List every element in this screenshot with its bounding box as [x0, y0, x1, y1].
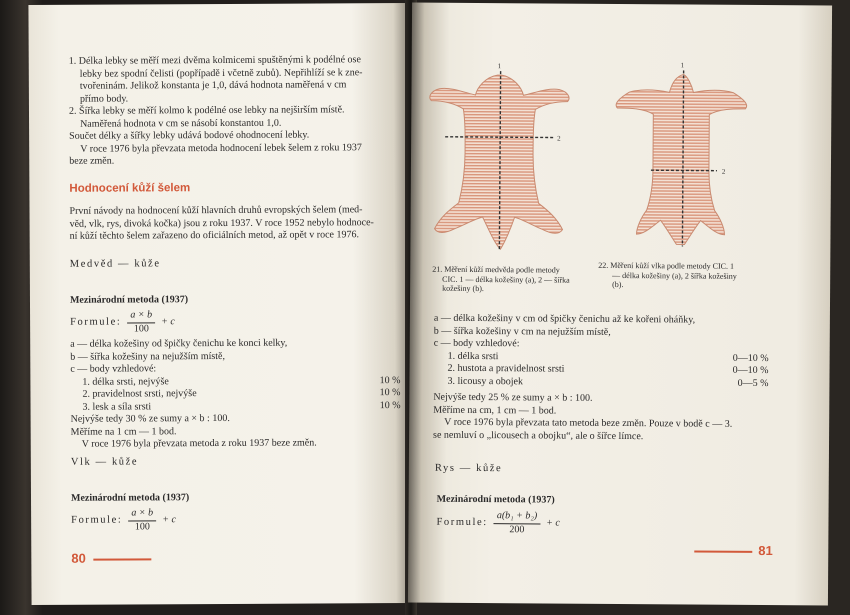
list-item: [71, 400, 401, 414]
text-line: V roce 1976 byla převzata metoda hodnocení lebek šelem z roku 1937: [80, 141, 362, 155]
caption-line: — délka kožešiny (a), 2 šířka kožešiny: [612, 270, 737, 281]
formula-denominator: 100: [134, 520, 150, 532]
formula-label: Formule:: [70, 316, 122, 328]
method-heading: Mezinárodní metoda (1937): [69, 294, 189, 306]
caption-line: CIC. 1 — délka kožešiny (a), 2 — šířka: [442, 274, 570, 285]
list-item: [433, 375, 768, 390]
caption-line: (b).: [612, 279, 624, 290]
text-line: První návody na hodnocení kůží hlavních druhů evropských šelem (med-: [69, 204, 363, 217]
item-label: 3. lesk a síla srsti: [82, 400, 152, 413]
intro-paragraph: [69, 204, 399, 243]
text-line: Měříme na cm, 1 cm — 1 bod.: [433, 404, 557, 417]
formula-label: Formule:: [436, 516, 488, 528]
text-line: 2. Šířka lebky se měří kolmo k podélné ose lebky na nejširším místě.: [68, 104, 345, 117]
text-line: Nejvýše tedy 25 % ze sumy a × b : 100.: [433, 391, 593, 404]
text-line: 1. Délka lebky se měří mezi dvěma kolmicemi spuštěnými k podélné ose: [68, 54, 361, 67]
lynx-formula: [436, 510, 560, 537]
page-number-rule: [93, 558, 151, 560]
formula-denominator: 100: [133, 322, 149, 334]
formula-plus: + c: [546, 517, 560, 529]
item-label: 2. pravidelnost srsti, nejvýše: [82, 388, 197, 400]
section-heading: Hodnocení kůží šelem: [69, 182, 191, 195]
wolf-skin-shape: [615, 74, 747, 245]
caption-line: 22. Měření kůží vlka podle metody CIC. 1: [598, 260, 735, 271]
text-line: c — body vzhledové:: [70, 363, 157, 375]
formula-numerator: a × b: [128, 507, 156, 521]
item-label: 2. hustota a pravidelnost srsti: [447, 362, 565, 375]
page-number: 80: [71, 550, 86, 566]
method-heading: Mezinárodní metoda (1937): [436, 493, 555, 506]
text-line: tvořeninám. Jelikož konstanta je 1,0, dává hodnota naměřená v cm: [79, 79, 347, 92]
bear-definitions: [70, 337, 401, 451]
formula-fraction: [128, 507, 156, 533]
formula-label: Formule:: [71, 514, 123, 526]
mark-1: 1: [497, 62, 502, 71]
wolf-skin-figure: [606, 58, 767, 259]
item-label: 1. délka srsti: [447, 350, 499, 362]
text-line: c — body vzhledové:: [433, 337, 520, 350]
text-line: ní kůží těchto šelem zařazeno do oficiálních metod, až opět v roce 1976.: [69, 229, 360, 242]
lynx-section-title: Rys — kůže: [434, 462, 503, 475]
text-line: Naměřená hodnota v cm se násobí konstantou 1,0.: [80, 117, 282, 130]
formula-denominator: 200: [509, 523, 525, 535]
text-line: beze změn.: [69, 155, 115, 167]
formula-fraction: [127, 309, 155, 335]
text-line: se nemluví o „licousech a obojku“, ale o šířce límce.: [433, 429, 644, 442]
wolf-section-title: Vlk — kůže: [70, 456, 139, 468]
bear-formula: [70, 309, 175, 336]
item-percent: 0—10 %: [732, 352, 769, 364]
text-line: b — šířka kožešiny v cm na nejužším místě,: [433, 325, 611, 338]
text-line: Součet délky a šířky lebky udává bodové ohodnocení lebky.: [69, 129, 310, 142]
formula-numerator: a × b: [127, 309, 155, 323]
mark-2: 2: [557, 134, 561, 143]
method-heading: Mezinárodní metoda (1937): [70, 492, 190, 504]
figure-21-caption: [432, 265, 592, 295]
text-line: věd, vlk, rys, divoká kočka) jsou z roku 1937. V roce 1952 nebylo hodnoce-: [69, 216, 374, 230]
bear-skin-figure: [424, 57, 575, 258]
page-number-rule: [694, 551, 752, 553]
bear-section-title: Medvěd — kůže: [69, 258, 161, 270]
item-label: 3. licousy a obojek: [447, 375, 524, 387]
right-page: [408, 3, 832, 606]
item-percent: 10 %: [379, 399, 401, 411]
text-line: Nejvýše tedy 30 % ze sumy a × b : 100.: [70, 412, 230, 425]
text-line: a — délka kožešiny v cm od špičky čenichu až ke kořeni oháňky,: [433, 312, 696, 326]
text-line: lebky bez spodní čelisti (popřípadě i včetně zubů). Nepřihlíží se k zne-: [79, 66, 363, 80]
formula-plus: + c: [161, 315, 175, 328]
page-number: 81: [758, 542, 773, 559]
text-line: V roce 1976 byla převzata tato metoda beze změn. Pouze v bodě c — 3.: [444, 416, 733, 430]
wolf-definitions: [433, 313, 769, 444]
item-percent: 0—5 %: [737, 377, 769, 389]
caption-line: 21. Měření kůží medvěda podle metody: [432, 264, 560, 275]
text-line: V roce 1976 byla převzata metoda z roku 1937 beze změn.: [81, 437, 317, 450]
text-line: Měříme na 1 cm — 1 bod.: [70, 425, 177, 438]
wolf-formula: [71, 507, 176, 534]
formula-fraction: [494, 510, 541, 536]
item-label: 1. délka srsti, nejvýše: [82, 375, 169, 388]
formula-numerator: a(b₁ + b₂): [494, 510, 540, 524]
caption-line: kožešiny (b).: [442, 283, 484, 294]
skull-measure-list: [69, 54, 400, 168]
figure-22-caption: [598, 261, 783, 291]
item-percent: 0—10 %: [732, 364, 769, 377]
mark-1: 1: [680, 61, 685, 70]
text-line: a — délka kožešiny od špičky čenichu ke konci kelky,: [70, 337, 288, 350]
text-line: přímo body.: [79, 92, 129, 105]
item-percent: 10 %: [379, 374, 401, 386]
text-line: b — šířka kožešiny na nejužším místě,: [70, 350, 226, 363]
formula-plus: + c: [162, 513, 176, 526]
left-page: [28, 3, 411, 605]
item-percent: 10 %: [379, 387, 401, 399]
mark-2: 2: [721, 167, 726, 176]
